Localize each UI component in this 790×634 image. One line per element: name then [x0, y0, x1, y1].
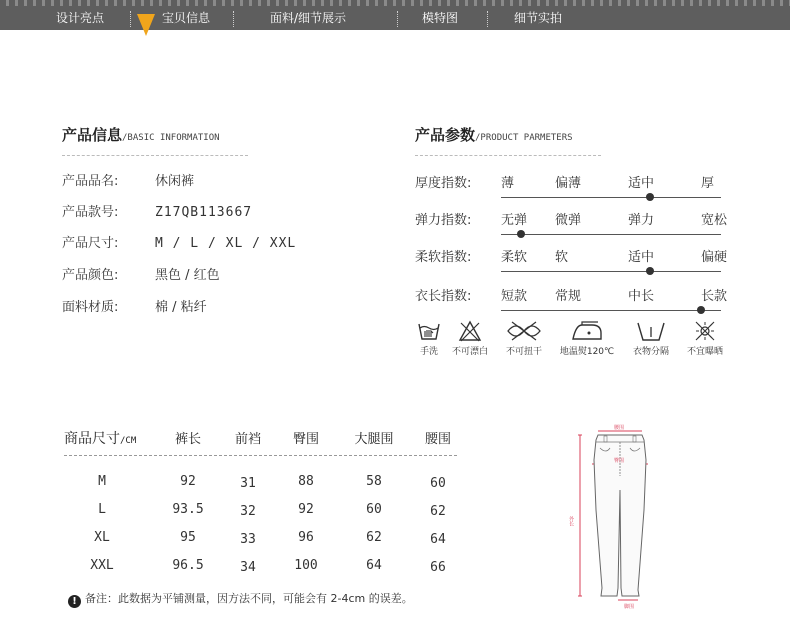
diagram-label-hip: 臀围: [614, 458, 625, 464]
size-cell: 92: [298, 502, 314, 517]
size-row-label: XL: [94, 530, 110, 545]
param-option: 长款: [701, 289, 728, 304]
tab-design-highlights[interactable]: 设计亮点: [56, 11, 105, 25]
param-label: 柔软指数:: [415, 250, 472, 265]
info-value: Z17QB113667: [155, 205, 253, 220]
param-option: 宽松: [701, 213, 728, 228]
nav-separator: [233, 11, 234, 27]
info-label: 产品颜色:: [62, 268, 119, 283]
size-cell: 88: [298, 474, 314, 489]
param-scale-line: [501, 271, 721, 272]
param-option: 软: [555, 250, 569, 265]
param-option: 薄: [501, 176, 515, 191]
param-option: 厚: [701, 176, 715, 191]
tab-fabric-details[interactable]: 面料/细节展示: [270, 11, 347, 25]
info-row-colors: [62, 264, 220, 283]
info-value: 休闲裤: [155, 174, 195, 189]
size-table-unit: /CM: [120, 436, 137, 446]
care-no-wring: [500, 320, 548, 357]
care-low-iron: [556, 320, 618, 357]
care-label: 衣物分隔: [632, 347, 669, 357]
param-label: 弹力指数:: [415, 213, 472, 228]
size-row-label: L: [98, 502, 106, 517]
size-column-header: 腰围: [424, 432, 451, 447]
param-option: 适中: [628, 176, 655, 191]
size-cell: 60: [430, 476, 446, 491]
tab-detail-shots[interactable]: 细节实拍: [514, 11, 563, 25]
care-separate-wash: [626, 320, 676, 357]
param-row-elasticity: [415, 209, 728, 239]
warning-icon: !: [68, 595, 81, 608]
size-cell: 96: [298, 530, 314, 545]
care-no-bleach: [446, 320, 494, 357]
top-nav: [0, 0, 790, 30]
param-option: 弹力: [628, 213, 655, 228]
active-tab-marker: [137, 14, 155, 36]
param-option: 柔软: [501, 250, 528, 265]
param-scale-line: [501, 234, 721, 235]
size-cell: 92: [180, 474, 196, 489]
size-cell: 33: [240, 532, 256, 547]
tab-product-info[interactable]: 宝贝信息: [162, 11, 211, 25]
info-row-sizes: [62, 232, 296, 251]
info-label: 产品品名:: [62, 174, 119, 189]
param-label: 衣长指数:: [415, 289, 472, 304]
size-cell: 34: [240, 560, 256, 575]
no-wring-icon: [504, 320, 544, 342]
size-cell: 95: [180, 530, 196, 545]
info-label: 面料材质:: [62, 300, 119, 315]
size-table-title: [64, 428, 136, 448]
param-row-length: [415, 285, 728, 315]
size-cell: 64: [366, 558, 382, 573]
size-cell: 66: [430, 560, 446, 575]
param-option: 偏硬: [701, 250, 728, 265]
size-column-header: 前裆: [234, 432, 261, 447]
param-option: 偏薄: [555, 176, 582, 191]
size-table-divider: [64, 455, 457, 456]
diagram-label-waist: 腰围: [614, 425, 625, 431]
hand-wash-icon: [417, 320, 441, 342]
size-row-label: M: [98, 474, 106, 489]
param-selected-dot: [517, 230, 525, 238]
parameters-divider: [415, 155, 601, 156]
basic-info-subtitle: /BASIC INFORMATION: [122, 133, 220, 143]
care-label: 手洗: [419, 347, 438, 357]
size-cell: 96.5: [172, 558, 204, 573]
size-column-header: 臀围: [292, 432, 319, 447]
size-column-header: 大腿围: [354, 432, 394, 447]
size-table-title-text: 商品尺寸: [64, 431, 120, 447]
param-selected-dot: [646, 267, 654, 275]
parameters-subtitle: /PRODUCT PARMETERS: [475, 133, 573, 143]
nav-separator: [130, 11, 131, 27]
parameters-title-text: 产品参数: [415, 126, 476, 144]
care-label: 不可漂白: [451, 347, 488, 357]
measurement-note: [68, 590, 413, 608]
no-bleach-icon: [458, 320, 482, 342]
size-cell: 93.5: [172, 502, 204, 517]
info-value: M / L / XL / XXL: [155, 236, 297, 251]
param-selected-dot: [646, 193, 654, 201]
param-scale-line: [501, 310, 721, 311]
basic-info-title-text: 产品信息: [62, 126, 123, 144]
pants-measurement-diagram: [570, 420, 670, 612]
parameters-title: [415, 124, 573, 145]
size-cell: 100: [294, 558, 318, 573]
info-value: 棉 / 粘纤: [155, 300, 207, 315]
info-row-style-number: [62, 201, 252, 220]
basic-info-divider: [62, 155, 248, 156]
param-scale-line: [501, 197, 721, 198]
basic-info-title: [62, 124, 220, 145]
size-cell: 32: [240, 504, 256, 519]
param-option: 常规: [555, 289, 582, 304]
size-cell: 60: [366, 502, 382, 517]
param-option: 适中: [628, 250, 655, 265]
care-label: 地温熨120℃: [559, 347, 615, 357]
size-cell: 31: [240, 476, 256, 491]
param-option: 短款: [501, 289, 528, 304]
param-option: 无弹: [501, 213, 528, 228]
info-row-material: [62, 296, 207, 315]
separate-wash-icon: [636, 320, 666, 342]
diagram-label-length: 外长: [568, 516, 574, 526]
nav-separator: [397, 11, 398, 27]
size-cell: 62: [430, 504, 446, 519]
info-label: 产品款号:: [62, 205, 119, 220]
info-row-name: [62, 170, 194, 189]
info-value: 黑色 / 红色: [155, 268, 220, 283]
param-option: 微弹: [555, 213, 582, 228]
info-label: 产品尺寸:: [62, 236, 119, 251]
care-label: 不可扭干: [505, 347, 542, 357]
no-sun-dry-icon: [693, 320, 717, 342]
note-text: 备注：此数据为平铺测量，因方法不同，可能会有 2-4cm 的误差。: [85, 592, 413, 605]
size-cell: 62: [366, 530, 382, 545]
size-cell: 58: [366, 474, 382, 489]
size-column-header: 裤长: [174, 432, 201, 447]
param-option: 中长: [628, 289, 655, 304]
nav-separator: [487, 11, 488, 27]
tab-model-photos[interactable]: 模特图: [422, 11, 459, 25]
care-no-sun-dry: [681, 320, 729, 357]
care-label: 不宜曝晒: [686, 347, 723, 357]
param-selected-dot: [697, 306, 705, 314]
param-label: 厚度指数:: [415, 176, 472, 191]
care-hand-wash: [416, 320, 442, 357]
param-row-thickness: [415, 172, 725, 202]
param-row-softness: [415, 246, 728, 276]
size-cell: 64: [430, 532, 446, 547]
low-iron-icon: [570, 320, 604, 342]
diagram-label-hem: 脚围: [624, 604, 635, 610]
nav-rope-border: [0, 0, 790, 6]
size-row-label: XXL: [90, 558, 114, 573]
